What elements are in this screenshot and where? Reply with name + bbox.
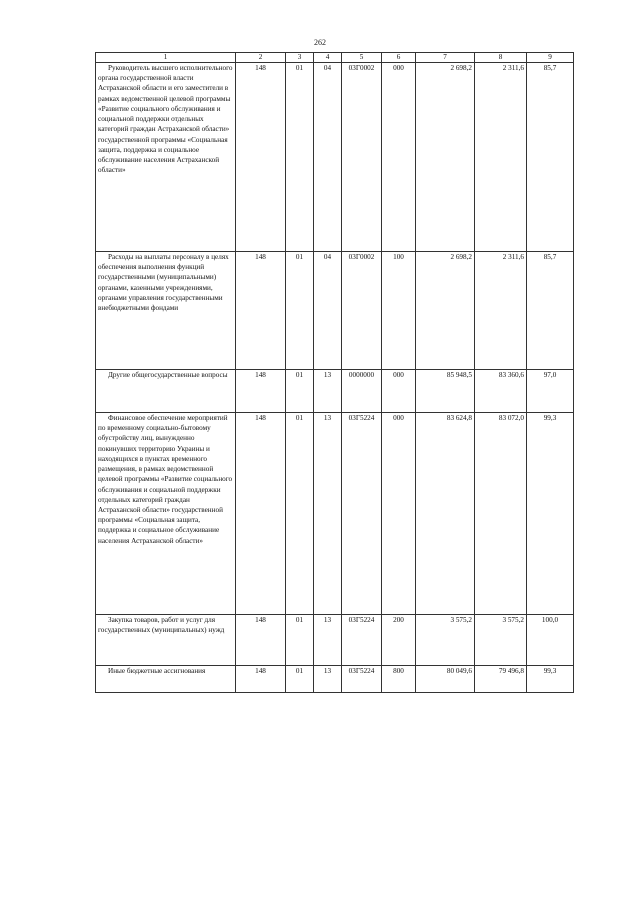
cell-executed: 79 496,8 <box>475 666 527 693</box>
cell-subsection: 13 <box>314 666 342 693</box>
cell-expense-type: 800 <box>382 666 416 693</box>
cell-admin-code: 148 <box>236 413 286 615</box>
row-name: Другие общегосударственные вопросы <box>96 370 236 413</box>
table-row <box>96 370 574 413</box>
cell-subsection: 04 <box>314 63 342 252</box>
cell-section: 01 <box>286 615 314 666</box>
header-col-9: 9 <box>527 53 574 63</box>
header-col-7: 7 <box>416 53 475 63</box>
cell-admin-code: 148 <box>236 252 286 370</box>
cell-executed: 83 360,6 <box>475 370 527 413</box>
cell-admin-code: 148 <box>236 666 286 693</box>
cell-planned: 85 948,5 <box>416 370 475 413</box>
cell-percent: 85,7 <box>527 63 574 252</box>
row-name: Финансовое обеспечение мероприятий по временному социально-бытовому обустройству лиц, вынужденно покинувших территорию Украины и находящихся в пунктах временного размещения, в рамках ведомственной целевой программы «Развитие социального обслуживания и социальной поддержки отдельных категорий граждан Астраханской области» государственной программы «Социальная защита, поддержка и социальное обслуживание населения Астраханской области» <box>96 413 236 615</box>
cell-expense-type: 200 <box>382 615 416 666</box>
cell-executed: 3 575,2 <box>475 615 527 666</box>
table-row <box>96 666 574 693</box>
cell-section: 01 <box>286 413 314 615</box>
cell-section: 01 <box>286 252 314 370</box>
cell-expense-type: 000 <box>382 370 416 413</box>
header-col-4: 4 <box>314 53 342 63</box>
row-name: Закупка товаров, работ и услуг для государственных (муниципальных) нужд <box>96 615 236 666</box>
cell-expense-type: 000 <box>382 413 416 615</box>
table-row <box>96 252 574 370</box>
cell-executed: 2 311,6 <box>475 63 527 252</box>
cell-admin-code: 148 <box>236 615 286 666</box>
cell-percent: 100,0 <box>527 615 574 666</box>
table-row <box>96 413 574 615</box>
cell-percent: 97,0 <box>527 370 574 413</box>
table-row <box>96 615 574 666</box>
cell-executed: 83 072,0 <box>475 413 527 615</box>
cell-subsection: 13 <box>314 615 342 666</box>
header-col-8: 8 <box>475 53 527 63</box>
table-row <box>96 63 574 252</box>
row-name: Расходы на выплаты персоналу в целях обеспечения выполнения функций государственными (муниципальными) органами, казенными учреждениями, органами управления государственными внебюджетными фондами <box>96 252 236 370</box>
budget-table <box>95 52 574 693</box>
cell-planned: 83 624,8 <box>416 413 475 615</box>
cell-percent: 99,3 <box>527 413 574 615</box>
cell-planned: 80 049,6 <box>416 666 475 693</box>
cell-target-article: 03Г0002 <box>342 252 382 370</box>
row-name: Иные бюджетные ассигнования <box>96 666 236 693</box>
cell-section: 01 <box>286 370 314 413</box>
cell-admin-code: 148 <box>236 370 286 413</box>
page-number: 262 <box>314 38 326 47</box>
table-header-row <box>96 53 574 63</box>
cell-target-article: 03Г0002 <box>342 63 382 252</box>
cell-subsection: 13 <box>314 370 342 413</box>
cell-target-article: 03Г5224 <box>342 666 382 693</box>
header-col-3: 3 <box>286 53 314 63</box>
cell-planned: 2 698,2 <box>416 63 475 252</box>
cell-target-article: 0000000 <box>342 370 382 413</box>
cell-subsection: 13 <box>314 413 342 615</box>
cell-section: 01 <box>286 666 314 693</box>
cell-target-article: 03Г5224 <box>342 413 382 615</box>
cell-percent: 99,3 <box>527 666 574 693</box>
cell-section: 01 <box>286 63 314 252</box>
header-col-1: 1 <box>96 53 236 63</box>
row-name: Руководитель высшего исполнительного органа государственной власти Астраханской области и его заместители в рамках ведомственной целевой программы «Развитие социального обслуживания и социальной поддержки отдельных категорий граждан Астраханской области» государственной программы «Социальная защита, поддержка и социальное обслуживание населения Астраханской области» <box>96 63 236 252</box>
cell-expense-type: 000 <box>382 63 416 252</box>
cell-subsection: 04 <box>314 252 342 370</box>
cell-admin-code: 148 <box>236 63 286 252</box>
cell-percent: 85,7 <box>527 252 574 370</box>
cell-planned: 3 575,2 <box>416 615 475 666</box>
cell-executed: 2 311,6 <box>475 252 527 370</box>
cell-target-article: 03Г5224 <box>342 615 382 666</box>
cell-planned: 2 698,2 <box>416 252 475 370</box>
header-col-2: 2 <box>236 53 286 63</box>
cell-expense-type: 100 <box>382 252 416 370</box>
header-col-5: 5 <box>342 53 382 63</box>
header-col-6: 6 <box>382 53 416 63</box>
